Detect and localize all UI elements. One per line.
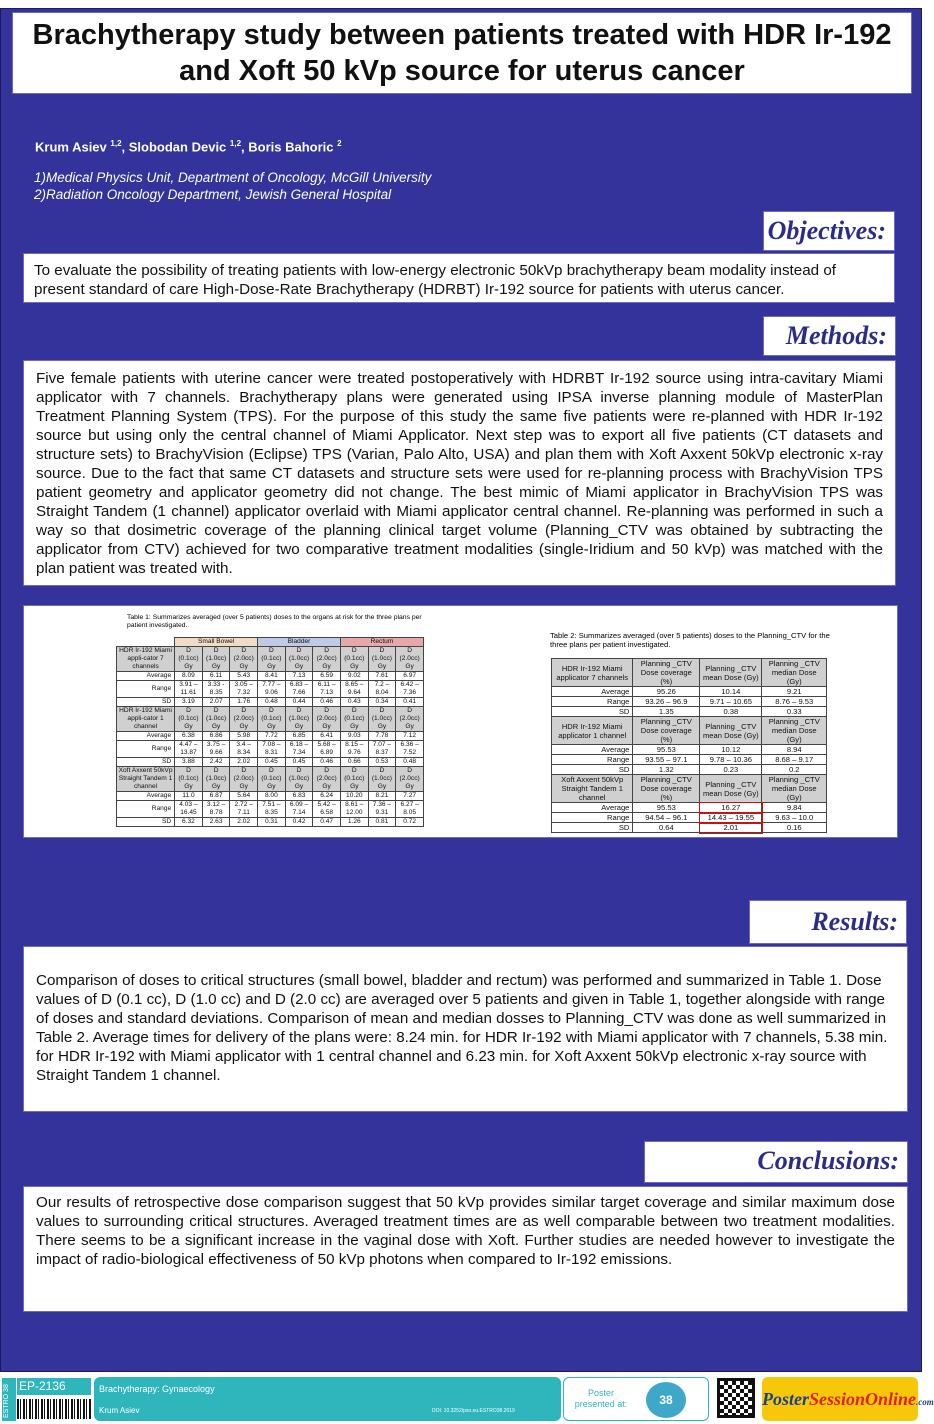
table-row [117,707,424,732]
table-row [117,672,424,681]
table1-dose-header: D (1.0cc) Gy [285,707,313,732]
table1-dose-header: D (1.0cc) Gy [202,647,230,672]
table1-value: 7.72 [258,732,286,741]
table1-value: 8.09 [175,672,203,681]
table2-row-label: Range [552,697,633,707]
table1-dose-header: D (2.0cc) Gy [230,767,258,792]
footer-presented-box [563,1377,709,1421]
table2-value: 1.35 [633,707,700,717]
table1-dose-header: D (0.1cc) Gy [175,647,203,672]
table1-value: 5.42 – 6.58 [313,801,341,818]
table1-corner-cell [117,638,175,647]
table2-value: 95.26 [633,687,700,697]
table1-value: 0.72 [396,818,424,827]
footer [0,1376,934,1423]
poster-id: EP-2136 [17,1378,91,1395]
table2-col-header: Planning _CTV mean Dose (Gy) [700,659,762,687]
table1-value: 0.42 [285,818,313,827]
table1-value: 6.87 [202,792,230,801]
table1-dose-header: D (1.0cc) Gy [285,647,313,672]
table1-value: 7.08 – 8.31 [258,741,286,758]
table1-value: 7.36 – 9.31 [368,801,396,818]
brand-part2: SessionOnline [809,1389,917,1409]
table1-value: 6.24 [313,792,341,801]
table1-dose-header: D (0.1cc) Gy [258,647,286,672]
table1-value: 2.02 [230,758,258,767]
affiliation: 1)Medical Physics Unit, Department of Oncology, McGill University [34,170,432,185]
conclusions-heading: Conclusions: [644,1141,908,1183]
table1-value: 0.53 [368,758,396,767]
table1-row-label: SD [117,758,175,767]
table2 [551,658,827,833]
table1-value: 6.18 – 7.34 [285,741,313,758]
table1-value: 0.45 [258,758,286,767]
tables-panel [23,605,898,838]
table1-value: 6.11 [202,672,230,681]
table1-value: 7.13 [285,672,313,681]
table2-value: 9.63 – 10.0 [762,813,827,823]
table1-row-label: SD [117,818,175,827]
table1-dose-header: D (0.1cc) Gy [340,767,368,792]
table1-value: 6.83 – 7.66 [285,681,313,698]
table1-dose-header: D (1.0cc) Gy [368,647,396,672]
author-affiliation-mark: 1,2 [229,139,242,148]
table1-dose-header: D (1.0cc) Gy [285,767,313,792]
objectives-heading: Objectives: [763,211,895,251]
table1-dose-header: D (2.0cc) Gy [396,767,424,792]
table2-value: 1.32 [633,765,700,775]
table-row [117,741,424,758]
author-affiliation-mark: 1,2 [110,139,122,148]
barcode-icon [17,1399,91,1419]
table1-value: 11.0 [175,792,203,801]
postersessiononline-logo [762,1377,934,1421]
table2-row-label: SD [552,823,633,833]
table1-dose-header: D (1.0cc) Gy [368,767,396,792]
table1-dose-header: D (0.1cc) Gy [175,707,203,732]
table1-value: 8.65 – 9.64 [340,681,368,698]
table1-value: 8.15 – 9.76 [340,741,368,758]
table1-organ-header: Small Bowel [175,638,258,647]
table1-value: 2.02 [230,818,258,827]
table1-value: 6.85 [285,732,313,741]
table1-value: 2.72 – 7.11 [230,801,258,818]
table2-value: 8.94 [762,745,827,755]
footer-author: Krum Asiev [99,1406,140,1415]
table1-dose-header: D (2.0cc) Gy [396,707,424,732]
table2-group-label: HDR Ir-192 Miami applicator 1 channel [552,717,633,745]
table1-organ-header: Rectum [340,638,423,647]
table-row [552,813,827,823]
table1-value: 0.48 [258,698,286,707]
table1-value: 10.20 [340,792,368,801]
table1-value: 7.07 – 8.37 [368,741,396,758]
table2-value: 95.53 [633,803,700,813]
table1-value: 6.59 [313,672,341,681]
table2-value: 9.21 [762,687,827,697]
table1-value: 3.19 [175,698,203,707]
table1-dose-header: D (1.0cc) Gy [368,707,396,732]
table2-value: 0.2 [762,765,827,775]
table2-value: 10.12 [700,745,762,755]
table-row [117,801,424,818]
table-row [117,732,424,741]
table2-value: 10.14 [700,687,762,697]
author-name: Krum Asiev [35,139,107,155]
table1-value: 0.34 [368,698,396,707]
table1-dose-header: D (0.1cc) Gy [340,647,368,672]
author-separator: , [241,139,249,155]
table1-value: 3.33 - 8.35 [202,681,230,698]
table1-dose-header: D (0.1cc) Gy [175,767,203,792]
table-row [552,717,827,745]
table2-row-label: Average [552,745,633,755]
table-row [552,765,827,775]
table1-value: 0.81 [368,818,396,827]
table1-value: 6.41 [313,732,341,741]
congress-number: 38 [659,1393,673,1407]
table1-value: 7.12 [396,732,424,741]
table-row [552,775,827,803]
table2-col-header: Planning _CTV median Dose (Gy) [762,775,827,803]
table-row [552,707,827,717]
table-row [552,755,827,765]
table1-value: 2.42 [202,758,230,767]
table-row [117,792,424,801]
table1-value: 6.42 – 7.36 [396,681,424,698]
table1-dose-header: D (0.1cc) Gy [258,767,286,792]
table-row [552,659,827,687]
methods-text: Five female patients with uterine cancer were treated postoperatively with HDRBT Ir-192 source using intra-cavitary Miami applicator with 7 channels. Brachytherapy plans were generated using IPSA inverse planning module of MasterPlan Treatment Planning System (TPS). For the purpose of this study the same five patients were re-planned with HDR Ir-192 source but using only the central channel of Miami Applicator. Next step was to export all five patients (CT datasets and structure sets) to BrachyVision (Eclipse) TPS (Varian, Palo Alto, USA) and plan them with Xoft Axxent 50kVp electronic x-ray source. Due to the fact that same CT datasets and structure sets were used for re-planning process with BrachyVision TPS patient geometry and applicator geometry did not change. The best mimic of Miami applicator in BrachyVision TPS was Straight Tandem (1 channel) applicator overlaid with Miami applicator central channel. Re-planning was performed in such a way so that dosimetric coverage of the planning clinical target volume (Planning_CTV was obtained by subtracting the applicator from CTV) achieved for two comparative treatment modalities (single-Iridium and 50 kVp) was matched with the plan patient was treated with. [23,360,896,586]
table2-col-header: Planning _CTV median Dose (Gy) [762,659,827,687]
table2-row-label: Average [552,803,633,813]
table2-value: 8.76 – 9.53 [762,697,827,707]
table-row [117,818,424,827]
table1-value: 0.45 [285,758,313,767]
table-row [552,697,827,707]
table1-group-label: Xoft Axxent 50kVp Straight Tandem 1 channel [117,767,175,792]
table1-value: 4.03 – 16.45 [175,801,203,818]
table2-col-header: Planning _CTV mean Dose (Gy) [700,775,762,803]
table1-value: 7.27 [396,792,424,801]
table2-value: 94.54 – 96.1 [633,813,700,823]
table-row [552,745,827,755]
table2-value: 2.01 [700,823,762,833]
table-row [552,687,827,697]
table2-value: 16.27 [700,803,762,813]
table1-value: 2.63 [202,818,230,827]
table-row [552,803,827,813]
table2-row-label: SD [552,707,633,717]
table1-value: 6.36 – 7.52 [396,741,424,758]
table2-value: 95.53 [633,745,700,755]
results-text: Comparison of doses to critical structures (small bowel, bladder and rectum) was performed and summarized in Table 1. Dose values of D (0.1 cc), D (1.0 cc) and D (2.0 cc) are averaged over 5 patients and given in Table 1, together alongside with range of doses and standard deviations. Comparison of mean and median dosses to Planning_CTV was done as well summarized in Table 2. Average times for delivery of the plans were: 8.24 min. for HDR Ir-192 with Miami applicator with 7 channels, 5.38 min. for HDR Ir-192 with Miami applicator with 1 central channel and 6.23 min. for Xoft Axxent 50kVp electronic x-ray source with Straight Tandem 1 channel. [23,946,908,1112]
table1-value: 5.98 [230,732,258,741]
table1-value: 3.05 – 7.32 [230,681,258,698]
table1-dose-header: D (1.0cc) Gy [202,707,230,732]
table1-value: 8.00 [258,792,286,801]
table1-row-label: SD [117,698,175,707]
table2-value: 9.71 – 10.65 [700,697,762,707]
table1-row-label: Average [117,732,175,741]
table2-value: 0.16 [762,823,827,833]
table2-row-label: Range [552,813,633,823]
objectives-text: To evaluate the possibility of treating patients with low-energy electronic 50kVp brachytherapy beam modality instead of present standard of care High-Dose-Rate Brachytherapy (HDRBT) Ir-192 source for patients with uterus cancer. [23,253,895,303]
author-name: Slobodan Devic [128,139,227,155]
table1-dose-header: D (2.0cc) Gy [396,647,424,672]
table2-col-header: Planning _CTV mean Dose (Gy) [700,717,762,745]
table2-value: 14.43 – 19.55 [700,813,762,823]
author-separator: , [121,139,129,155]
table2-value: 93.26 – 96.9 [633,697,700,707]
brand-suffix: .com [916,1397,934,1407]
table1-value: 0.31 [258,818,286,827]
author-affiliation-mark: 2 [337,139,342,148]
table1-value: 6.97 [396,672,424,681]
table1-value: 6.11 – 7.13 [313,681,341,698]
table1-row-label: Range [117,801,175,818]
qr-code-icon [717,1378,755,1418]
footer-congress-label: ESTRO 38 [3,1384,10,1418]
table1-dose-header: D (0.1cc) Gy [258,707,286,732]
table1-value: 0.46 [313,758,341,767]
table1-row-label: Range [117,741,175,758]
table1-value: 6.38 [175,732,203,741]
footer-congress-strip [2,1378,16,1421]
table1-dose-header: D (2.0cc) Gy [313,647,341,672]
footer-category: Brachytherapy: Gynaecology [99,1384,215,1394]
brand-part1: Poster [762,1389,809,1409]
table1-value: 7.77 – 9.06 [258,681,286,698]
table2-value: 0.64 [633,823,700,833]
table-row [117,681,424,698]
table-row [552,823,827,833]
table1-row-label: Range [117,681,175,698]
estro-logo-icon [646,1382,686,1418]
table1-caption: Table 1: Summarizes averaged (over 5 patients) doses to the organs at risk for the three plans per patient investigated. [127,614,422,629]
results-heading: Results: [749,900,907,944]
table-row [117,758,424,767]
table1-value: 7.61 [368,672,396,681]
table2-row-label: Average [552,687,633,697]
table1-value: 8.61 – 12.00 [340,801,368,818]
table1-group-label: HDR Ir-192 Miami appli-cator 7 channels [117,647,175,672]
table1-value: 2.07 [202,698,230,707]
title-box [12,12,912,94]
table1-dose-header: D (2.0cc) Gy [230,707,258,732]
table1-value: 0.41 [396,698,424,707]
presented-at-label: Poster presented at: [574,1388,628,1409]
table1-value: 7.2 – 8.04 [368,681,396,698]
table1-value: 6.09 – 7.14 [285,801,313,818]
author-list [35,139,342,154]
table1-value: 1.26 [340,818,368,827]
table2-row-label: SD [552,765,633,775]
table1-value: 6.83 [285,792,313,801]
table-row [117,638,424,647]
table1-organ-header: Bladder [258,638,341,647]
table2-col-header: Planning _CTV Dose coverage (%) [633,717,700,745]
table1-value: 5.43 [230,672,258,681]
table1 [116,637,424,827]
table2-col-header: Planning _CTV Dose coverage (%) [633,659,700,687]
table2-value: 0.38 [700,707,762,717]
table1-dose-header: D (2.0cc) Gy [313,767,341,792]
table1-value: 3.75 – 9.66 [202,741,230,758]
table1-value: 3.91 – 11.61 [175,681,203,698]
table1-value: 8.41 [258,672,286,681]
table2-col-header: Planning _CTV Dose coverage (%) [633,775,700,803]
table2-value: 0.23 [700,765,762,775]
table-row [117,647,424,672]
table1-value: 0.47 [313,818,341,827]
methods-heading: Methods: [763,316,896,356]
table-row [117,767,424,792]
footer-info-bar [94,1377,561,1421]
table2-group-label: Xoft Axxent 50kVp Straight Tandem 1 channel [552,775,633,803]
author-name: Boris Bahoric [248,139,334,155]
table2-group-label: HDR Ir-192 Miami applicator 7 channels [552,659,633,687]
table2-caption: Table 2: Summarizes averaged (over 5 patients) doses to the Planning_CTV for the three plans per patient investigated. [550,631,830,649]
table1-value: 5.64 [230,792,258,801]
table1-value: 6.86 [202,732,230,741]
table1-value: 3.4 – 8.34 [230,741,258,758]
table2-row-label: Range [552,755,633,765]
table1-value: 0.48 [396,758,424,767]
table1-value: 1.76 [230,698,258,707]
table2-value: 0.33 [762,707,827,717]
table1-row-label: Average [117,792,175,801]
table2-value: 9.84 [762,803,827,813]
table-row [117,698,424,707]
table1-value: 7.78 [368,732,396,741]
table1-dose-header: D (2.0cc) Gy [313,707,341,732]
footer-doi: DOI: 10.3252/pso.eu.ESTRO38.2019 [432,1408,515,1414]
table1-value: 0.66 [340,758,368,767]
table1-value: 0.46 [313,698,341,707]
affiliation: 2)Radiation Oncology Department, Jewish General Hospital [34,187,392,202]
table1-dose-header: D (0.1cc) Gy [340,707,368,732]
table1-value: 0.44 [285,698,313,707]
table1-dose-header: D (1.0cc) Gy [202,767,230,792]
conclusions-text: Our results of retrospective dose comparison suggest that 50 kVp provides similar target coverage and similar maximum dose values to surrounding critical structures. Averaged treatment times are as well comparable between two treatment modalities. There seems to be a significant increase in the vaginal dose with Xoft. Further studies are needed however to investigate the impact of radio-biological effectiveness of 50 kVp photons when compared to Ir-192 emissions. [23,1186,908,1312]
table1-value: 9.03 [340,732,368,741]
table1-value: 6.27 – 8.05 [396,801,424,818]
table1-group-label: HDR Ir-192 Miami appli-cator 1 channel [117,707,175,732]
table1-row-label: Average [117,672,175,681]
table2-col-header: Planning _CTV median Dose (Gy) [762,717,827,745]
table2-value: 8.68 – 9.17 [762,755,827,765]
table1-value: 5.68 – 6.89 [313,741,341,758]
table1-value: 8.21 [368,792,396,801]
table1-value: 9.02 [340,672,368,681]
table1-value: 6.32 [175,818,203,827]
table1-value: 0.43 [340,698,368,707]
table1-dose-header: D (2.0cc) Gy [230,647,258,672]
table2-value: 93.55 – 97.1 [633,755,700,765]
table1-value: 3.12 – 8.78 [202,801,230,818]
table1-value: 7.51 – 8.35 [258,801,286,818]
poster-title: Brachytherapy study between patients treated with HDR Ir-192 and Xoft 50 kVp source for uterus cancer [32,19,892,87]
table2-value: 9.78 – 10.36 [700,755,762,765]
table1-value: 3.88 [175,758,203,767]
table1-value: 4.47 – 13.87 [175,741,203,758]
